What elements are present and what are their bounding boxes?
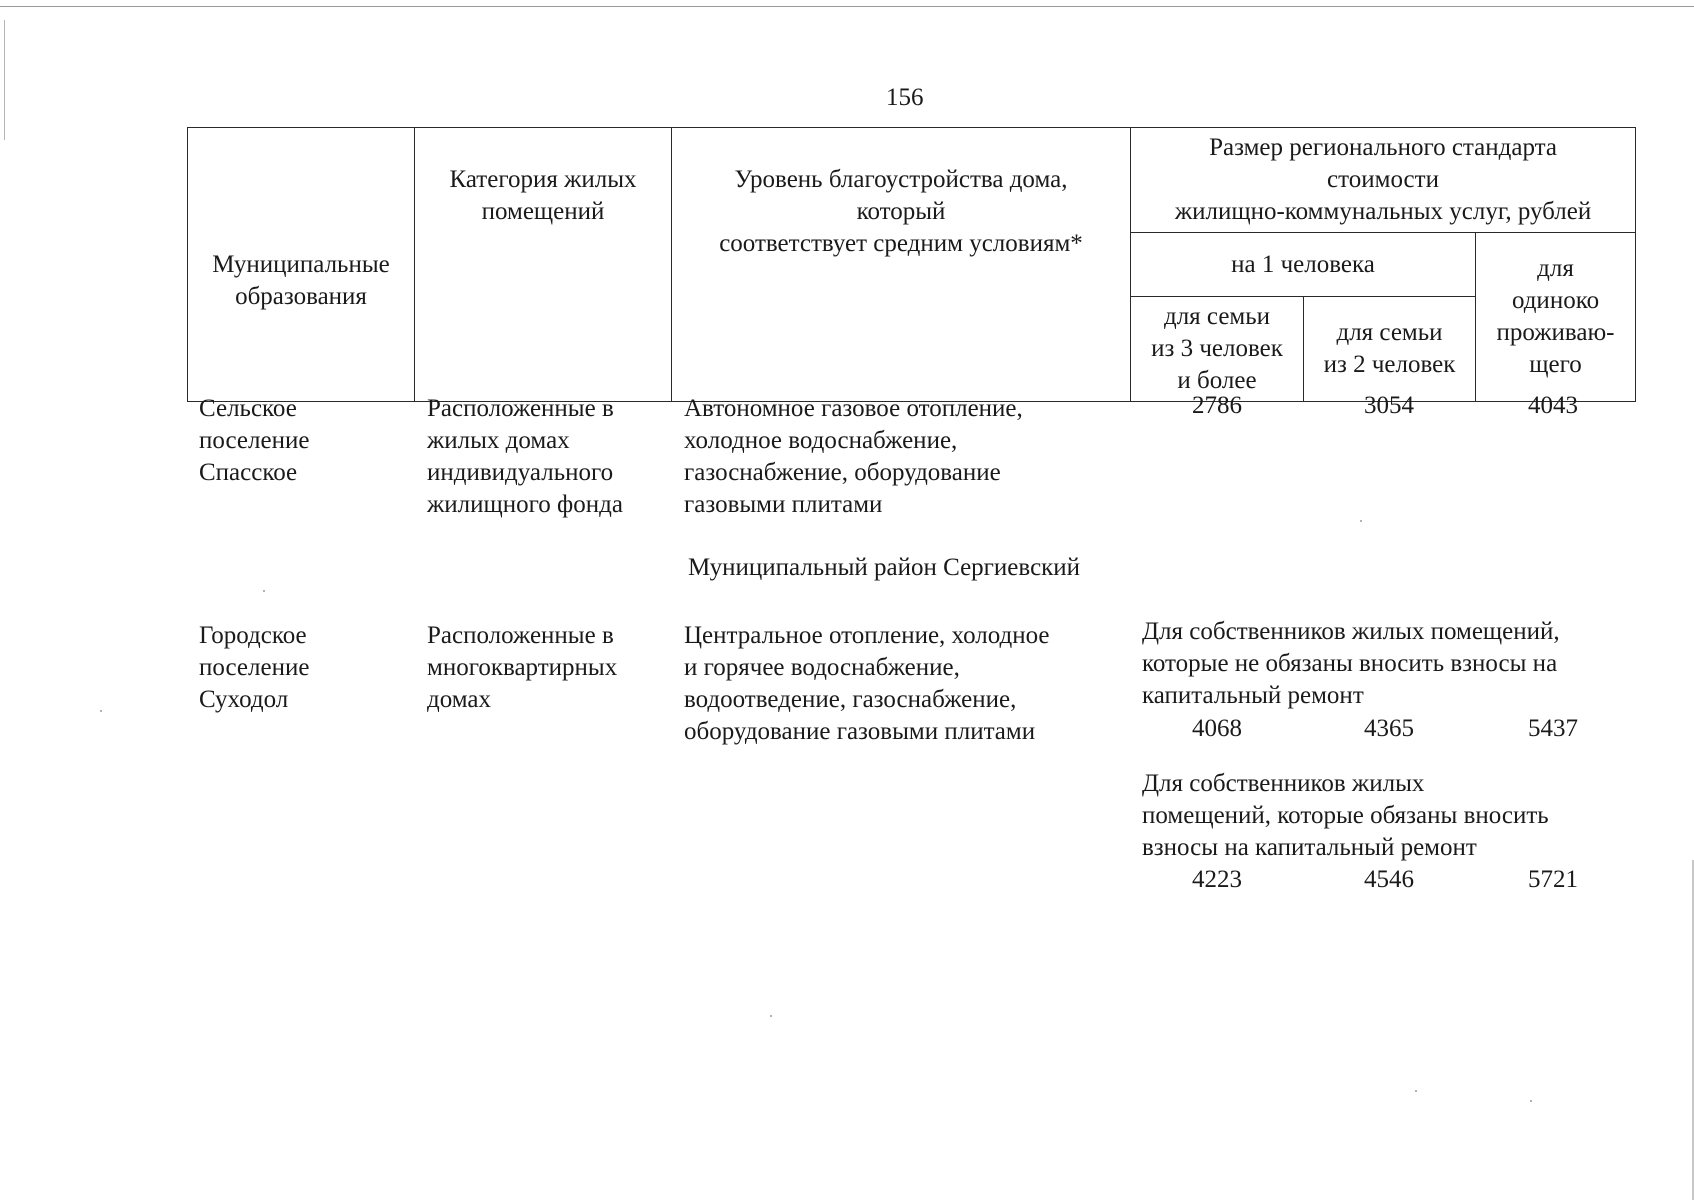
row2-a-single: 5437	[1528, 715, 1578, 742]
scan-speck	[263, 590, 265, 592]
row1-municipality: Сельское поселение Спасское	[199, 395, 310, 486]
header-standard-size: Размер регионального стандарта стоимости жилищно-коммунальных услуг, рублей	[1131, 128, 1636, 233]
scan-speck	[770, 1015, 772, 1017]
row1-value-single: 4043	[1528, 392, 1578, 419]
page-number: 156	[886, 84, 924, 111]
row2-category: Расположенные в многоквартирных домах	[427, 622, 618, 713]
scan-speck	[1530, 1100, 1532, 1102]
row1-level: Автономное газовое отопление, холодное водоснабжение, газоснабжение, оборудование газовыми плитами	[684, 395, 1023, 518]
header-family-2: для семьи из 2 человек	[1304, 297, 1476, 402]
header-municipalities: Муниципальные образования	[188, 128, 415, 402]
scan-speck	[100, 710, 102, 712]
header-per-person: на 1 человека	[1131, 233, 1476, 297]
row2-note-no-obligation: Для собственников жилых помещений, которые не обязаны вносить взносы на капитальный ремонт	[1142, 618, 1560, 709]
row2-a-family3: 4068	[1192, 715, 1242, 742]
section-title: Муниципальный район Сергиевский	[688, 554, 1081, 581]
row2-municipality: Городское поселение Суходол	[199, 622, 310, 713]
header-family-3: для семьи из 3 человек и более	[1131, 297, 1304, 402]
row2-b-family3: 4223	[1192, 866, 1242, 893]
table-header	[187, 127, 1636, 402]
header-comfort-level: Уровень благоустройства дома, который соответствует средним условиям*	[672, 128, 1131, 402]
row2-note-obligation: Для собственников жилых помещений, которые обязаны вносить взносы на капитальный ремонт	[1142, 770, 1549, 861]
header-housing-category: Категория жилых помещений	[415, 128, 672, 402]
scan-speck	[1415, 1090, 1417, 1092]
row2-level: Центральное отопление, холодное и горячее водоснабжение, водоотведение, газоснабжение, оборудование газовыми плитами	[684, 622, 1050, 745]
row1-value-family2: 3054	[1364, 392, 1414, 419]
scan-speck	[1360, 520, 1362, 522]
row1-value-family3: 2786	[1192, 392, 1242, 419]
header-single-resident: для одиноко проживаю- щего	[1476, 233, 1636, 402]
row2-b-single: 5721	[1528, 866, 1578, 893]
scan-edge-top	[0, 6, 1694, 7]
row2-b-family2: 4546	[1364, 866, 1414, 893]
scan-edge-left	[4, 20, 5, 140]
row2-a-family2: 4365	[1364, 715, 1414, 742]
row1-category: Расположенные в жилых домах индивидуального жилищного фонда	[427, 395, 623, 518]
